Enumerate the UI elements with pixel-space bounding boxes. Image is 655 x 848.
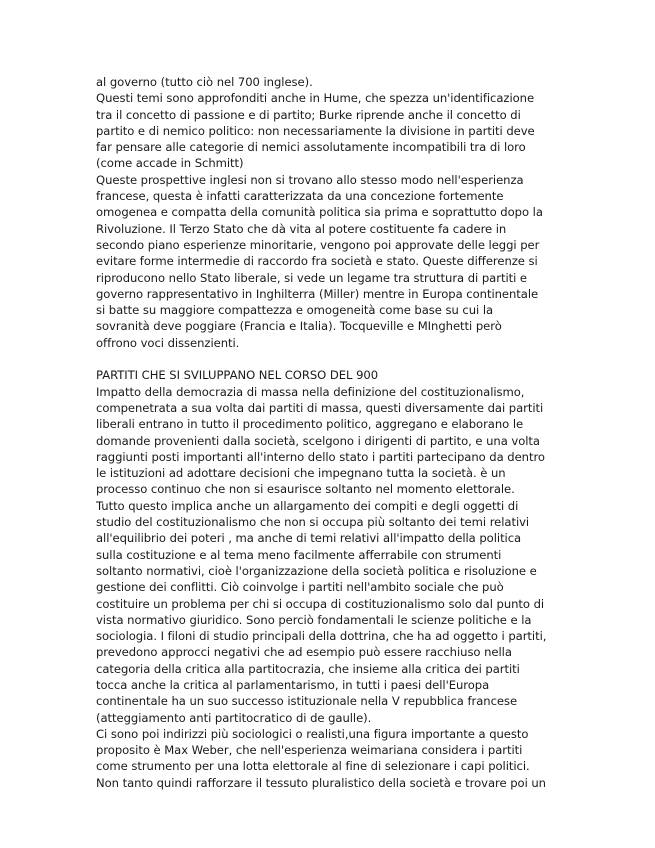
text-line: Non tanto quindi rafforzare il tessuto pluralistico della società e trovare poi un	[96, 775, 546, 790]
text-line: come strumento per una lotta elettorale al fine di selezionare i capi politici.	[96, 759, 530, 774]
text-line: vista normativo giuridico. Sono perciò fondamentali le scienze politiche e la	[96, 612, 532, 627]
text-line: proposito è Max Weber, che nell'esperienza weimariana considera i partiti	[96, 743, 523, 758]
text-line: Impatto della democrazia di massa nella definizione del costituzionalismo,	[96, 384, 525, 399]
document-page	[96, 74, 562, 791]
text-line: secondo piano esperienze minoritarie, vengono poi approvate delle leggi per	[96, 237, 540, 252]
text-line: partito e di nemico politico: non necessariamente la divisione in partiti deve	[96, 123, 535, 138]
text-line: Tutto questo implica anche un allargamento dei compiti e degli oggetti di	[96, 498, 519, 513]
text-line: continentale ha un suo successo istituzionale nella V repubblica francese	[96, 694, 518, 709]
text-line: far pensare alle categorie di nemici assolutamente incompatibili tra di loro	[96, 140, 526, 155]
text-line: offrono voci dissenzienti.	[96, 335, 240, 350]
text-line: raggiunti posti importanti all'interno dello stato i partiti partecipano da dentro	[96, 449, 545, 464]
text-line: si batte su maggiore compattezza e omogeneità come base su cui la	[96, 303, 494, 318]
text-line: processo continuo che non si esaurisce soltanto nel momento elettorale.	[96, 482, 515, 497]
text-line: Rivoluzione. Il Terzo Stato che dà vita al potere costituente fa cadere in	[96, 221, 507, 236]
paragraph-spacer	[96, 351, 562, 367]
text-line: Questi temi sono approfonditi anche in Hume, che spezza un'identificazione	[96, 91, 535, 106]
text-line: (atteggiamento anti partitocratico di de gaulle).	[96, 710, 372, 725]
text-line: all'equilibrio dei poteri , ma anche di temi relativi all'impatto della politica	[96, 531, 522, 546]
text-line: riproducono nello Stato liberale, si vede un legame tra struttura di partiti e	[96, 270, 527, 285]
text-line: sulla costituzione e al tema meno facilmente afferrabile con strumenti	[96, 547, 502, 562]
text-line: liberali entrano in tutto il procedimento politico, aggregano e elaborano le	[96, 417, 524, 432]
text-line: soltanto normativi, cioè l'organizzazione della società politica e risoluzione e	[96, 563, 537, 578]
text-line: Ci sono poi indirizzi più sociologici o realisti,una figura importante a questo	[96, 726, 529, 741]
text-line: tocca anche la critica al parlamentarismo, in tutti i paesi dell'Europa	[96, 677, 490, 692]
text-line: studio del costituzionalismo che non si occupa più soltanto dei temi relativi	[96, 515, 530, 530]
paragraph-block-parties	[96, 384, 562, 791]
text-line: tra il concetto di passione e di partito; Burke riprende anche il concetto di	[96, 107, 521, 122]
text-line: le istituzioni ad adottare decisioni che impegnano tutta la società. è un	[96, 466, 506, 481]
text-line: omogenea e compatta della comunità politica sia prima e soprattutto dopo la	[96, 205, 543, 220]
text-line: (come accade in Schmitt)	[96, 156, 244, 171]
text-line: sociologia. I filoni di studio principali della dottrina, che ha ad oggetto i partiti,	[96, 629, 547, 644]
text-line: domande provenienti dalla società, scelgono i dirigenti di partito, e una volta	[96, 433, 540, 448]
section-heading	[96, 367, 562, 383]
text-line: categoria della critica alla partitocrazia, che insieme alla critica dei partiti	[96, 661, 520, 676]
section-heading-text: PARTITI CHE SI SVILUPPANO NEL CORSO DEL 900	[96, 368, 379, 383]
text-line: evitare forme intermedie di raccordo fra società e stato. Queste differenze si	[96, 254, 538, 269]
text-line: compenetrata a sua volta dai partiti di massa, questi diversamente dai partiti	[96, 400, 544, 415]
paragraph-block-intro	[96, 74, 562, 351]
text-line: costituire un problema per chi si occupa di costituzionalismo solo dal punto di	[96, 596, 545, 611]
text-line: prevedono approcci negativi che ad esempio può essere racchiuso nella	[96, 645, 512, 660]
text-line: governo rappresentativo in Inghilterra (Miller) mentre in Europa continentale	[96, 286, 539, 301]
text-line: Queste prospettive inglesi non si trovano allo stesso modo nell'esperienza	[96, 172, 524, 187]
text-line: al governo (tutto ciò nel 700 inglese).	[96, 75, 313, 89]
text-line: gestione dei conflitti. Ciò coinvolge i partiti nell'ambito sociale che può	[96, 580, 504, 595]
text-line: sovranità deve poggiare (Francia e Italia). Tocqueville e MInghetti però	[96, 319, 502, 334]
text-line: francese, questa è infatti caratterizzata da una concezione fortemente	[96, 189, 504, 204]
